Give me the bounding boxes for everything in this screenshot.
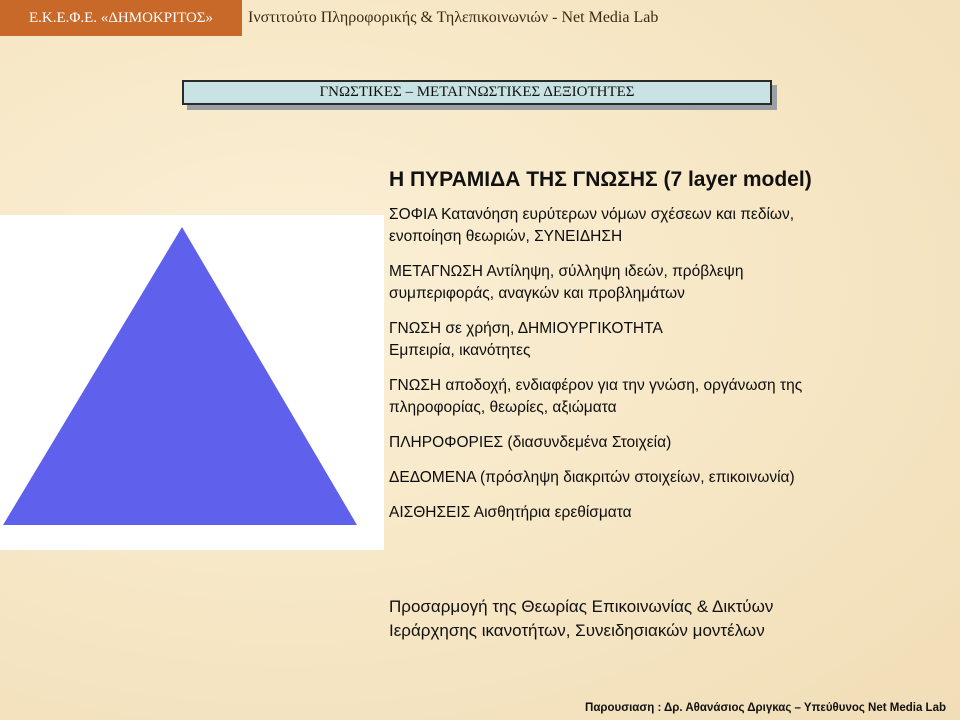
layer-senses (389, 502, 949, 524)
pyramid-description (389, 168, 949, 537)
header-lab-label: Ινστιτούτο Πληροφορικής & Τηλεπικοινωνιών - Net Media Lab (248, 9, 659, 26)
pyramid-panel (0, 215, 384, 550)
adaptation-note-line: Ιεράρχησης ικανοτήτων, Συνειδησιακών μοντέλων (389, 621, 765, 640)
layer-text: πληροφορίας, θεωρίες, αξιώματα (389, 399, 617, 416)
layer-text: ΜΕΤΑΓΝΩΣΗ Αντίληψη, σύλληψη ιδεών, πρόβλεψη (389, 263, 744, 280)
layer-text: ΓΝΩΣΗ σε χρήση, ΔΗΜΙΟΥΡΓΙΚΟΤΗΤΑ (389, 320, 663, 337)
header-org-label: Ε.Κ.Ε.Φ.Ε. «ΔΗΜΟΚΡΙΤΟΣ» (0, 0, 242, 36)
pyramid-graphic (0, 215, 384, 550)
slide-header (0, 0, 960, 36)
layer-text: ΔΕΔΟΜΕΝΑ (πρόσληψη διακριτών στοιχείων, επικοινωνία) (389, 469, 795, 486)
layer-text: ενοποίηση θεωριών, ΣΥΝΕΙΔΗΣΗ (389, 228, 623, 245)
layer-text: συμπεριφοράς, αναγκών και προβλημάτων (389, 285, 685, 302)
layer-information (389, 432, 949, 454)
adaptation-note-line: Προσαρμογή της Θεωρίας Επικοινωνίας & Δικτύων (389, 597, 774, 616)
presenter-credit: Παρουσιαση : Δρ. Αθανάσιος Δριγκας – Υπεύθυνος Net Media Lab (585, 702, 946, 714)
layer-text: Εμπειρία, ικανότητες (389, 342, 531, 359)
content-heading: Η ΠΥΡΑΜΙΔΑ ΤΗΣ ΓΝΩΣΗΣ (7 layer model) (389, 168, 812, 191)
layer-text: ΠΛΗΡΟΦΟΡΙΕΣ (διασυνδεμένα Στοιχεία) (389, 434, 672, 451)
layer-wisdom (389, 204, 949, 248)
layer-text: ΑΙΣΘΗΣΕΙΣ Αισθητήρια ερεθίσματα (389, 504, 632, 521)
layer-data (389, 467, 949, 489)
layer-text: ΓΝΩΣΗ αποδοχή, ενδιαφέρον για την γνώση, οργάνωση της (389, 377, 803, 394)
pyramid-triangle (3, 227, 357, 525)
adaptation-note (389, 595, 949, 643)
layer-knowledge-in-use (389, 318, 949, 362)
layer-knowledge-acceptance (389, 375, 949, 419)
slide-title: ΓΝΩΣΤΙΚΕΣ – ΜΕΤΑΓΝΩΣΤΙΚΕΣ ΔΕΞΙΟΤΗΤΕΣ (182, 80, 772, 105)
layer-metacognition (389, 261, 949, 305)
layer-text: ΣΟΦΙΑ Κατανόηση ευρύτερων νόμων σχέσεων και πεδίων, (389, 206, 795, 223)
